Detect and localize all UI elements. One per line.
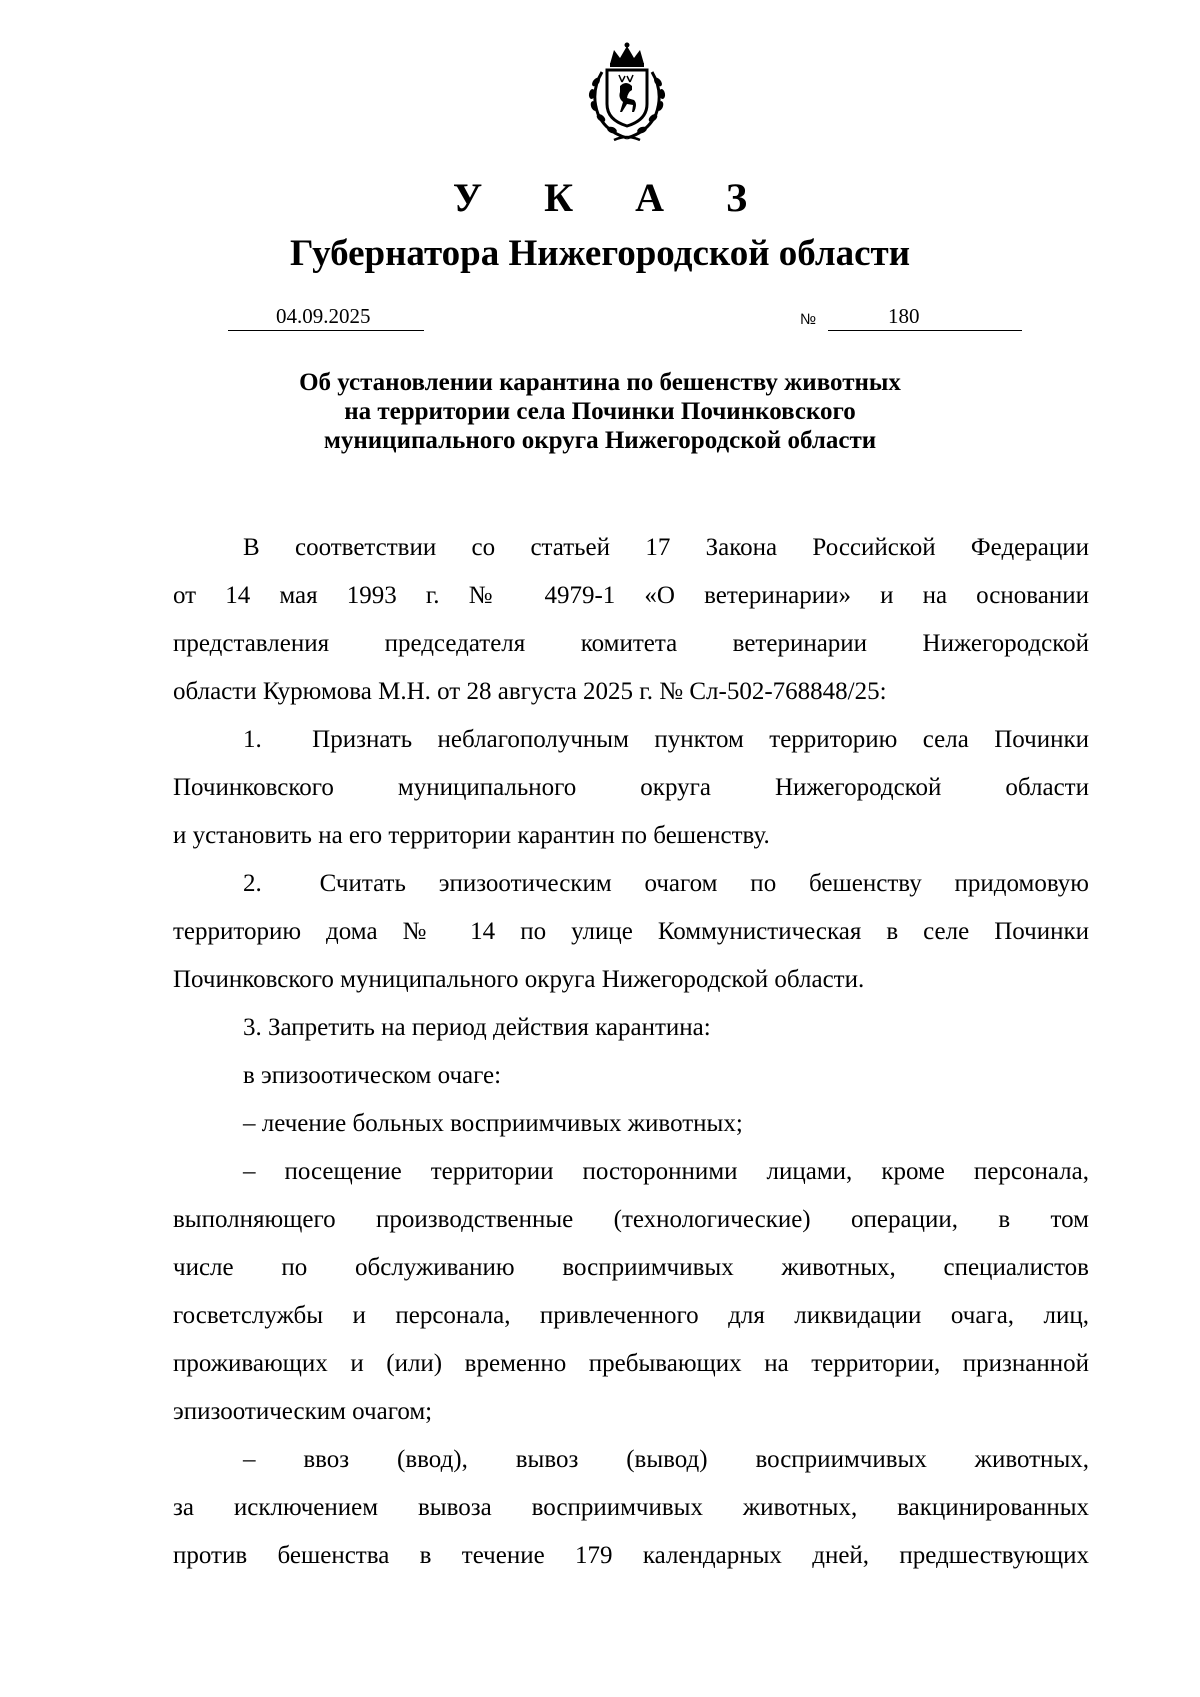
number-sign: № bbox=[800, 311, 817, 328]
document-date: 04.09.2025 bbox=[276, 304, 371, 328]
body-line: – посещение территории посторонними лицами, кроме персонала, bbox=[243, 1158, 1089, 1185]
document-type-title: У К А З bbox=[452, 175, 774, 220]
document-subject bbox=[0, 368, 1200, 455]
body-line: и установить на его территории карантин по бешенству. bbox=[173, 822, 770, 849]
body-line: госветслужбы и персонала, привлеченного для ликвидации очага, лиц, bbox=[173, 1302, 1089, 1329]
body-line: в эпизоотическом очаге: bbox=[243, 1062, 502, 1089]
subject-line: муниципального округа Нижегородской области bbox=[323, 427, 877, 454]
body-line: 2. Считать эпизоотическим очагом по бешенству придомовую bbox=[243, 870, 1089, 897]
subject-line: на территории села Починки Починковского bbox=[344, 398, 856, 425]
body-line: против бешенства в течение 179 календарных дней, предшествующих bbox=[173, 1542, 1089, 1569]
body-line: от 14 мая 1993 г. № 4979-1 «О ветеринарии» и на основании bbox=[173, 582, 1089, 609]
body-line: Починковского муниципального округа Нижегородской области. bbox=[173, 966, 865, 993]
item-1-paragraph bbox=[173, 716, 1089, 860]
number-field bbox=[828, 302, 1022, 331]
body-line: 1. Признать неблагополучным пунктом территорию села Починки bbox=[243, 726, 1089, 753]
body-line: 3. Запретить на период действия карантина: bbox=[243, 1014, 711, 1041]
subject-line: Об установлении карантина по бешенству животных bbox=[299, 369, 901, 396]
coat-of-arms-icon bbox=[572, 42, 682, 148]
body-line: – ввоз (ввод), вывоз (вывод) восприимчивых животных, bbox=[243, 1446, 1089, 1473]
body-line: выполняющего производственные (технологические) операции, в том bbox=[173, 1206, 1089, 1233]
body-line: Починковского муниципального округа Нижегородской области bbox=[173, 774, 1089, 801]
date-field bbox=[228, 302, 424, 331]
body-line: за исключением вывоза восприимчивых животных, вакцинированных bbox=[173, 1494, 1089, 1521]
item-3-paragraph bbox=[173, 1004, 1089, 1148]
body-line: В соответствии со статьей 17 Закона Российской Федерации bbox=[243, 534, 1089, 561]
body-line: – лечение больных восприимчивых животных; bbox=[243, 1110, 743, 1137]
item-3-bullet-3 bbox=[173, 1436, 1089, 1580]
body-line: территорию дома № 14 по улице Коммунистическая в селе Починки bbox=[173, 918, 1089, 945]
body-line: представления председателя комитета ветеринарии Нижегородской bbox=[173, 630, 1089, 657]
document-number: 180 bbox=[888, 304, 920, 328]
body-line: числе по обслуживанию восприимчивых животных, специалистов bbox=[173, 1254, 1089, 1281]
body-line: эпизоотическим очагом; bbox=[173, 1398, 433, 1425]
item-3-bullet-2 bbox=[173, 1148, 1089, 1436]
item-2-paragraph bbox=[173, 860, 1089, 1004]
preamble-paragraph bbox=[173, 524, 1089, 716]
issuer-title: Губернатора Нижегородской области bbox=[289, 233, 911, 274]
document-body bbox=[173, 524, 1089, 1580]
body-line: области Курюмова М.Н. от 28 августа 2025 г. № Сл-502-768848/25: bbox=[173, 678, 887, 705]
body-line: проживающих и (или) временно пребывающих на территории, признанной bbox=[173, 1350, 1089, 1377]
